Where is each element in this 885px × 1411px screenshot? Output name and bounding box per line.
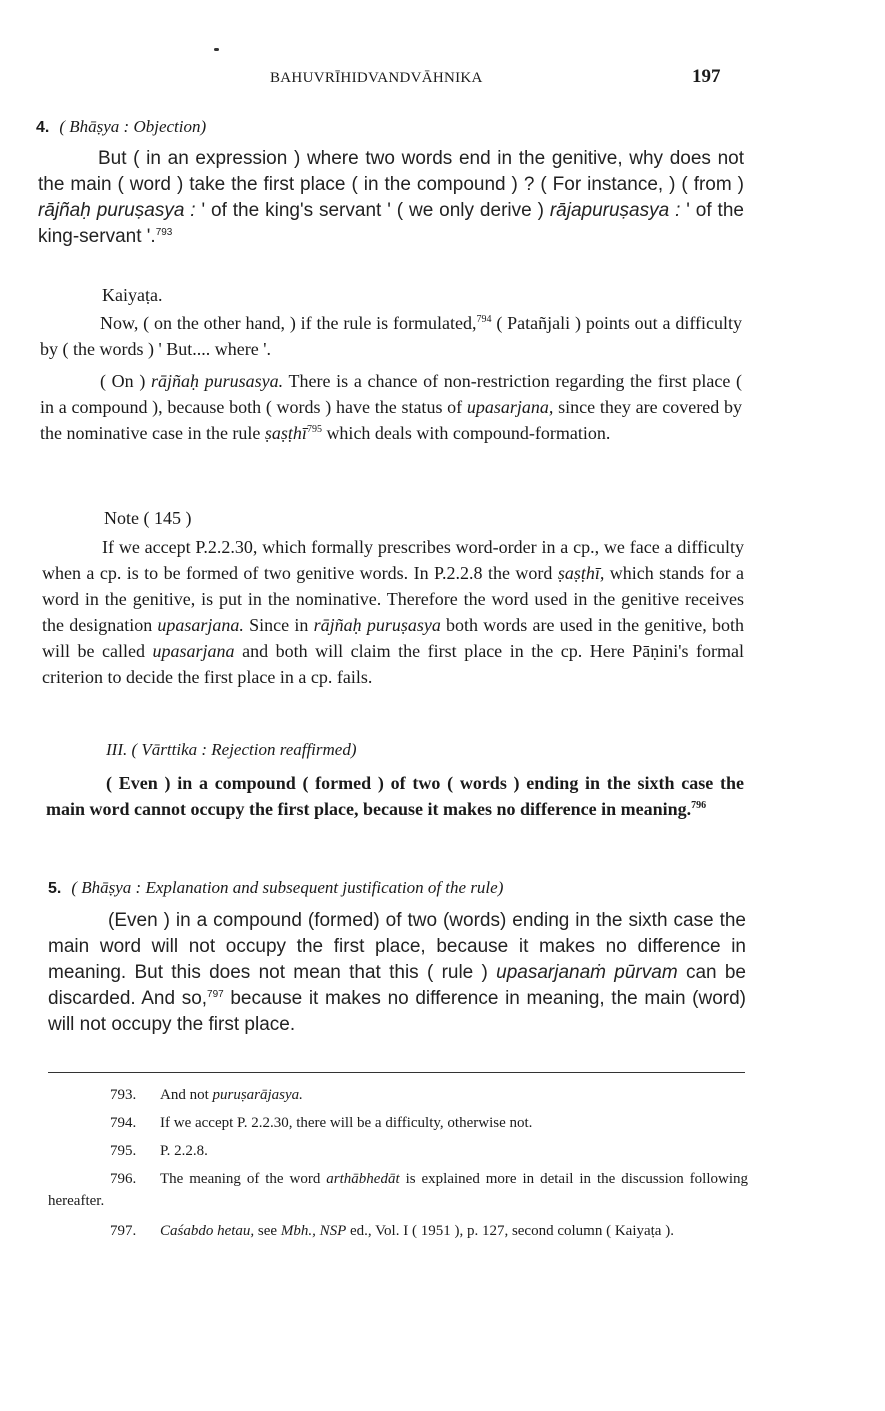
footnote-ref-796: 796 [691,800,707,811]
footnote-797: 797. Caśabdo hetau, see Mbh., NSP ed., Vol. I ( 1951 ), p. 127, second column ( Kaiyaṭa ). [110,1223,674,1239]
kaiyata-text [40,310,742,446]
varttika-heading: III. ( Vārttika : Rejection reaffirmed) [106,740,357,759]
section-5-title: ( Bhāṣya : Explanation and subsequent justification of the rule) [71,878,504,897]
footnote-794: 794. If we accept P. 2.2.30, there will be a difficulty, otherwise not. [110,1115,533,1131]
footnote-795: 795. P. 2.2.8. [110,1143,208,1159]
footnote-ref-795: 795 [306,424,322,435]
section-4-paragraph: But ( in an expression ) where two words end in the genitive, why does not the main ( word ) take the first place ( in the compound ) ? ( For instance, ) ( from ) rājñaḥ puruṣasya : ' of the king's servant ' ( we only derive ) rājapuruṣasya : ' of the king-servant '.$^{793}$ [38,148,744,247]
running-header: BAHUVRĪHIDVANDVĀHNIKA [270,70,483,86]
section-4-number: 4. [36,119,50,136]
footnote-796: 796. The meaning of the word arthābhedāt is explained more in detail in the discussion following hereafter. [48,1171,748,1209]
section-5-heading [48,878,503,898]
note-heading: Note ( 145 ) [104,508,192,528]
footnotes [48,1084,748,1242]
kaiyata-paragraph-1: Now, ( on the other hand, ) if the rule is formulated,$^{794}$ ( Patañjali ) points out a difficulty by ( the words ) ' But.... where '. [40,313,742,359]
section-4-title: ( Bhāṣya : Objection) [59,117,207,136]
footnote-divider [48,1072,745,1073]
scan-speck [214,48,219,51]
section-4-heading [36,117,206,137]
footnote-ref-793: 793 [155,227,173,238]
kaiyata-paragraph-2: ( On ) rājñaḥ purusasya. There is a chance of non-restriction regarding the first place ( in a compound ), because both ( words ) have the status of upasarjana, since they are covered by the nominative case in the rule ṣaṣṭhī$^{795}$ which deals with compound-formation. [40,371,742,443]
note-paragraph: If we accept P.2.2.30, which formally prescribes word-order in a cp., we face a difficulty when a cp. is to be formed of two genitive words. In P.2.2.8 the word ṣaṣṭhī, which stands for a word in the genitive, is put in the nominative. Therefore the word used in the genitive receives the designation upasarjana. Since in rājñaḥ puruṣasya both words are used in the genitive, both will be called upasarjana and both will claim the first place in the cp. Here Pāṇini's formal criterion to decide the first place in a cp. fails. [42,537,745,687]
footnote-793: 793. And not puruṣarājasya. [110,1087,303,1103]
varttika-text: ( Even ) in a compound ( formed ) of two ( words ) ending in the sixth case the main word cannot occupy the first place, because it makes no difference in meaning.$^{796}$ [46,773,744,819]
footnote-ref-797: 797 [207,989,224,1000]
kaiyata-heading: Kaiyaṭa. [102,285,163,305]
footnote-ref-794: 794 [476,314,492,325]
section-5-number: 5. [48,880,62,897]
page-number: 197 [692,66,721,87]
section-5-paragraph: (Even ) in a compound (formed) of two (words) ending in the sixth case the main word will not occupy the first place, because it makes no difference in meaning. But this does not mean that this ( rule ) upasarjanaṁ pūrvam can be discarded. And so,$^{797}$ because it makes no difference in meaning, the main (word) will not occupy the first place. [48,910,746,1035]
